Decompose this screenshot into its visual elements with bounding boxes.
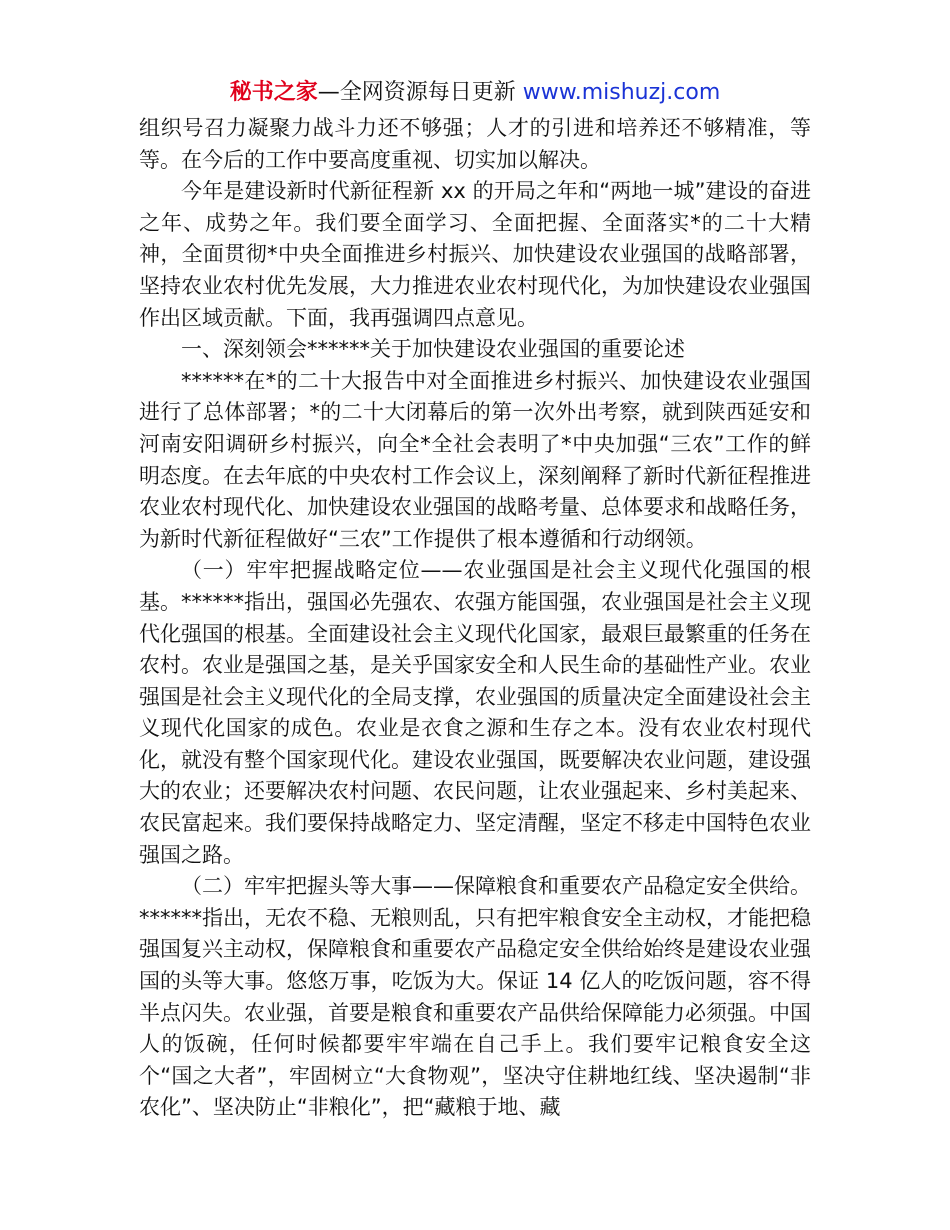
header-tagline: —全网资源每日更新 (317, 80, 523, 105)
paragraph-continuation: 组织号召力凝聚力战斗力还不够强；人才的引进和培养还不够精准，等等。在今后的工作中要高度重视、切实加以解决。 (139, 116, 811, 172)
paragraph: （一）牢牢把握战略定位——农业强国是社会主义现代化强国的根基。******指出，强国必先强农、农强方能国强，农业强国是社会主义现代化强国的根基。全面建设社会主义现代化国家，最艰巨最繁重的任务在农村。农业是强国之基，是关乎国家安全和人民生命的基础性产业。农业强国是社会主义现代化的全局支撑，农业强国的质量决定全面建设社会主义现代化国家的成色。农业是衣食之源和生存之本。没有农业农村现代化，就没有整个国家现代化。建设农业强国，既要解决农业问题，建设强大的农业；还要解决农村问题、农民问题，让农业强起来、乡村美起来、农民富起来。我们要保持战略定力、坚定清醒，坚定不移走中国特色农业强国之路。 (139, 558, 811, 867)
header-brand: 秘书之家 (229, 80, 318, 105)
header-site-link[interactable]: www.mishuzj.com (522, 80, 721, 105)
paragraph: ******在*的二十大报告中对全面推进乡村振兴、加快建设农业强国进行了总体部署；*的二十大闭幕后的第一次外出考察，就到陕西延安和河南安阳调研乡村振兴，向全*全社会表明了*中央加强“三农”工作的鲜明态度。在去年底的中央农村工作会议上，深刻阐释了新时代新征程推进农业农村现代化、加快建设农业强国的战略考量、总体要求和战略任务，为新时代新征程做好“三农”工作提供了根本遵循和行动纲领。 (139, 368, 811, 551)
paragraph: （二）牢牢把握头等大事——保障粮食和重要农产品稳定安全供给。******指出，无农不稳、无粮则乱，只有把牢粮食安全主动权，才能把稳强国复兴主动权，保障粮食和重要农产品稳定安全供给始终是建设农业强国的头等大事。悠悠万事，吃饭为大。保证 14 亿人的吃饭问题，容不得半点闪失。农业强，首要是粮食和重要农产品供给保障能力必须强。中国人的饭碗，任何时候都要牢牢端在自己手上。我们要牢记粮食安全这个“国之大者”，牢固树立“大食物观”，坚决守住耕地红线、坚决遏制“非农化”、坚决防止“非粮化”，把“藏粮于地、藏 (139, 874, 811, 1120)
paragraph: 今年是建设新时代新征程新 xx 的开局之年和“两地一城”建设的奋进之年、成势之年。我们要全面学习、全面把握、全面落实*的二十大精神，全面贯彻*中央全面推进乡村振兴、加快建设农业强国的战略部署，坚持农业农村优先发展，大力推进农业农村现代化，为加快建设农业强国作出区域贡献。下面，我再强调四点意见。 (139, 179, 811, 330)
section-heading: 一、深刻领会******关于加快建设农业强国的重要论述 (181, 337, 685, 362)
page-header (0, 78, 950, 108)
document-body (139, 113, 811, 1124)
